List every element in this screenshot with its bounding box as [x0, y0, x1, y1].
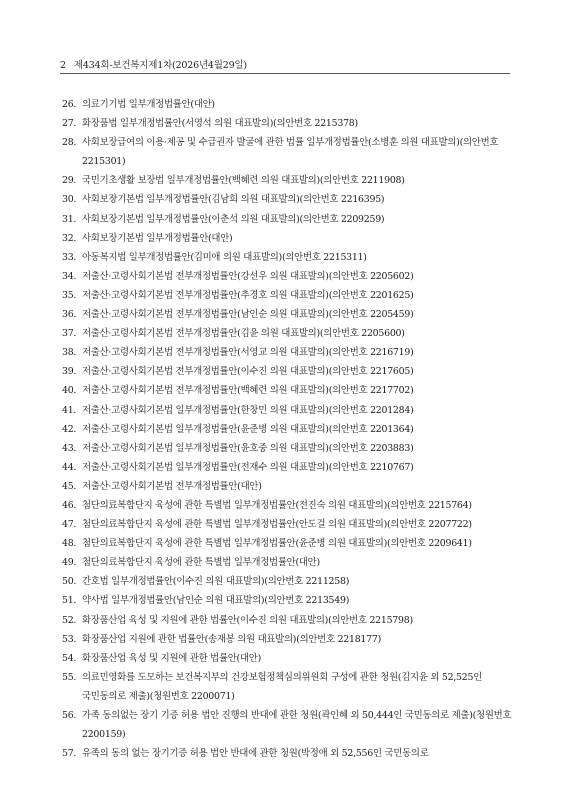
agenda-item-number: 30.	[62, 194, 77, 206]
agenda-item-title: 첨단의료복합단지 육성에 관한 특별법 일부개정법률안(전진숙 의원 대표발의)(의안번호 2215764)	[82, 499, 472, 511]
agenda-item-number: 48.	[62, 538, 77, 550]
agenda-item	[62, 668, 514, 706]
agenda-item-number: 29.	[62, 175, 77, 187]
agenda-item-title: 저출산·고령사회기본법 전부개정법률안(강선우 의원 대표발의)(의안번호 2205602)	[82, 270, 414, 282]
agenda-item-number: 41.	[62, 404, 77, 416]
agenda-item	[62, 114, 514, 133]
agenda-item-number: 57.	[62, 748, 77, 760]
agenda-item	[62, 324, 514, 343]
agenda-item	[62, 744, 514, 763]
agenda-item-number: 31.	[62, 213, 77, 225]
header-rule	[60, 73, 510, 74]
agenda-item	[62, 611, 514, 630]
agenda-item-title: 화장품산업 지원에 관한 법률안(송재봉 의원 대표발의)(의안번호 2218177)	[82, 633, 381, 645]
agenda-item-title: 첨단의료복합단지 육성에 관한 특별법 일부개정법률안(윤준병 의원 대표발의)(의안번호 2209641)	[82, 538, 472, 550]
agenda-item	[62, 229, 514, 248]
agenda-item-number: 28.	[62, 137, 77, 149]
agenda-item-title: 화장품산업 육성 및 지원에 관한 법률안(대안)	[82, 652, 261, 664]
agenda-item	[62, 381, 514, 400]
agenda-item	[62, 420, 514, 439]
agenda-item-title: 저출산·고령사회기본법 일부개정법률안(윤호중 의원 대표발의)(의안번호 2203883)	[82, 442, 414, 454]
agenda-item	[62, 210, 514, 229]
agenda-item-number: 27.	[62, 118, 77, 130]
agenda-item-title: 저출산·고령사회기본법 일부개정법률안(윤준병 의원 대표발의)(의안번호 2201364)	[82, 423, 414, 435]
page-number: 2	[60, 60, 66, 71]
agenda-item-title: 저출산·고령사회기본법 전부개정법률안(남인순 의원 대표발의)(의안번호 2205459)	[82, 309, 414, 321]
agenda-item-title: 아동복지법 일부개정법률안(김미애 의원 대표발의)(의안번호 2215311)	[82, 251, 367, 263]
agenda-item	[62, 706, 514, 744]
agenda-item-title: 저출산·고령사회기본법 전부개정법률안(추경호 의원 대표발의)(의안번호 2201625)	[82, 289, 414, 301]
agenda-item	[62, 439, 514, 458]
agenda-item-number: 44.	[62, 461, 77, 473]
agenda-item-number: 52.	[62, 614, 77, 626]
agenda-item	[62, 343, 514, 362]
agenda-item	[62, 401, 514, 420]
agenda-item	[62, 248, 514, 267]
agenda-item-number: 49.	[62, 557, 77, 569]
agenda-item-number: 45.	[62, 480, 77, 492]
agenda-item-title: 간호법 일부개정법률안(이수진 의원 대표발의)(의안번호 2211258)	[82, 576, 350, 588]
agenda-item-number: 34.	[62, 270, 77, 282]
agenda-item	[62, 572, 514, 591]
agenda-item	[62, 496, 514, 515]
agenda-item-number: 46.	[62, 499, 77, 511]
agenda-item	[62, 477, 514, 496]
agenda-item-title: 사회보장기본법 일부개정법률안(김남희 의원 대표발의)(의안번호 2216395)	[82, 194, 385, 206]
agenda-item-title: 국민기초생활 보장법 일부개정법률안(백혜련 의원 대표발의)(의안번호 2211908)	[82, 175, 405, 187]
agenda-item	[62, 630, 514, 649]
agenda-item-title: 화장품산업 육성 및 지원에 관한 법률안(이수진 의원 대표발의)(의안번호 2215798)	[82, 614, 413, 626]
agenda-item	[62, 190, 514, 209]
agenda-item-title: 사회보장급여의 이용·제공 및 수급권자 발굴에 관한 법률 일부개정법률안(소병훈 의원 대표발의)(의안번호 2215301)	[82, 137, 499, 168]
agenda-item-title: 약사법 일부개정법률안(남인순 의원 대표발의)(의안번호 2213549)	[82, 595, 350, 607]
agenda-item-number: 39.	[62, 366, 77, 378]
agenda-item-number: 53.	[62, 633, 77, 645]
agenda-item-title: 가족 동의없는 장기 기증 허용 법안 진행의 반대에 관한 청원(곽인혜 외 50,444인 국민동의로 제출)(청원번호 2200159)	[82, 710, 512, 741]
agenda-item-title: 저출산·고령사회기본법 전부개정법률안(백혜련 의원 대표발의)(의안번호 2217702)	[82, 385, 414, 397]
agenda-item-title: 저출산·고령사회기본법 일부개정법률안(한창민 의원 대표발의)(의안번호 2201284)	[82, 404, 414, 416]
agenda-item	[62, 534, 514, 553]
agenda-item-number: 35.	[62, 289, 77, 301]
agenda-item-number: 56.	[62, 710, 77, 721]
agenda-item-title: 의료기기법 일부개정법률안(대안)	[82, 99, 215, 110]
agenda-item	[62, 133, 514, 171]
session-title: 제434회-보건복지제1차(2026년4월29일)	[73, 60, 247, 71]
agenda-item-number: 37.	[62, 328, 77, 340]
agenda-item	[62, 362, 514, 381]
agenda-item-number: 47.	[62, 519, 77, 531]
agenda-item-number: 26.	[62, 99, 77, 110]
agenda-item-number: 38.	[62, 347, 77, 359]
agenda-item-number: 40.	[62, 385, 77, 397]
agenda-item-title: 저출산·고령사회기본법 전부개정법률안(대안)	[82, 480, 262, 492]
agenda-item	[62, 267, 514, 286]
agenda-item-title: 의료민영화를 도모하는 보건복지부의 건강보험정책심의위원회 구성에 관한 청원(김지윤 외 52,525인 국민동의로 제출)(청원번호 2200071)	[82, 671, 482, 702]
agenda-item-title: 저출산·고령사회기본법 일부개정법률안(전재수 의원 대표발의)(의안번호 2210767)	[82, 461, 414, 473]
agenda-item-number: 32.	[62, 232, 77, 244]
agenda-list	[62, 95, 514, 763]
agenda-item	[62, 649, 514, 668]
running-header	[60, 57, 247, 71]
agenda-item	[62, 553, 514, 572]
agenda-item-title: 저출산·고령사회기본법 전부개정법률안(서영교 의원 대표발의)(의안번호 2216719)	[82, 347, 414, 359]
agenda-item-title: 사회보장기본법 일부개정법률안(이춘석 의원 대표발의)(의안번호 2209259)	[82, 213, 385, 225]
agenda-item-number: 50.	[62, 576, 77, 588]
agenda-item-number: 54.	[62, 652, 77, 664]
agenda-item-number: 33.	[62, 251, 77, 263]
agenda-item-title: 유족의 동의 없는 장기기증 허용 법안 반대에 관한 청원(박정애 외 52,556인 국민동의로	[82, 748, 429, 760]
agenda-item-title: 화장품법 일부개정법률안(서영석 의원 대표발의)(의안번호 2215378)	[82, 118, 358, 130]
agenda-item-number: 43.	[62, 442, 77, 454]
agenda-item	[62, 591, 514, 610]
agenda-item	[62, 458, 514, 477]
agenda-item	[62, 515, 514, 534]
agenda-item-number: 55.	[62, 671, 77, 683]
agenda-item	[62, 286, 514, 305]
agenda-item	[62, 171, 514, 190]
agenda-item-title: 저출산·고령사회기본법 전부개정법률안(이수진 의원 대표발의)(의안번호 2217605)	[82, 366, 414, 378]
agenda-item	[62, 305, 514, 324]
agenda-item-title: 사회보장기본법 일부개정법률안(대안)	[82, 232, 233, 244]
agenda-item-title: 저출산·고령사회기본법 전부개정법률안(김윤 의원 대표발의)(의안번호 2205600)	[82, 328, 405, 340]
agenda-item-number: 51.	[62, 595, 77, 607]
agenda-item-number: 36.	[62, 309, 77, 321]
agenda-item	[62, 95, 514, 114]
agenda-item-number: 42.	[62, 423, 77, 435]
agenda-item-title: 첨단의료복합단지 육성에 관한 특별법 일부개정법률안(대안)	[82, 557, 320, 569]
agenda-item-title: 첨단의료복합단지 육성에 관한 특별법 일부개정법률안(안도걸 의원 대표발의)(의안번호 2207722)	[82, 519, 472, 531]
